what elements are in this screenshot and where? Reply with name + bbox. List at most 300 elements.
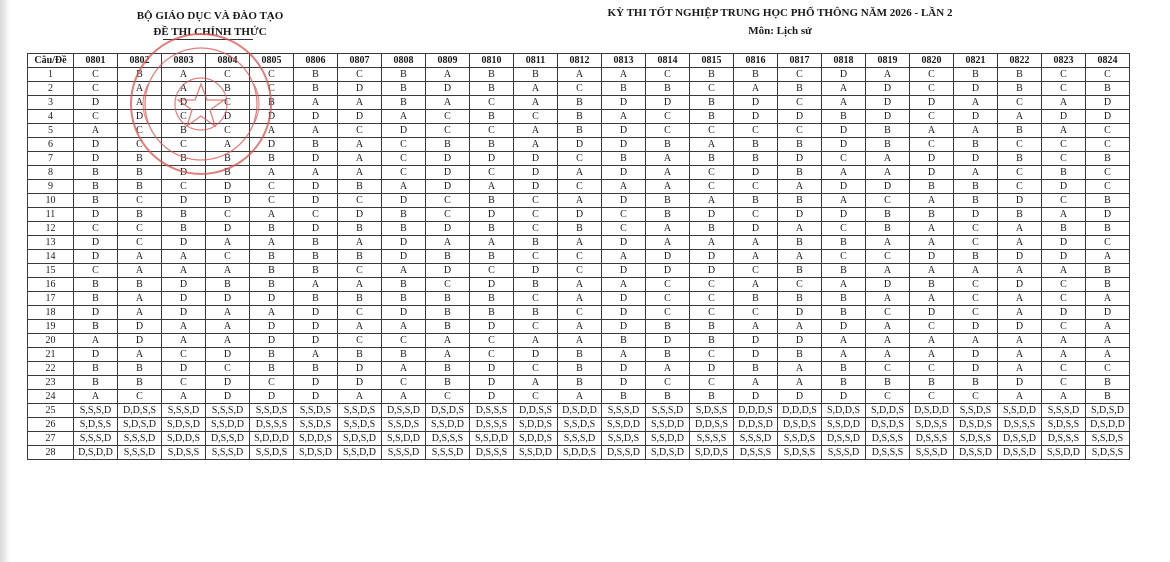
answer-cell: A: [558, 166, 602, 180]
answer-cell: D: [206, 292, 250, 306]
answer-cell: A: [866, 236, 910, 250]
exam-code-header: 0801: [74, 54, 118, 68]
table-row: [28, 418, 1130, 432]
answer-cell: B: [690, 320, 734, 334]
answer-cell: D: [118, 320, 162, 334]
answer-cell: C: [206, 68, 250, 82]
answer-cell: B: [382, 208, 426, 222]
answer-cell: C: [382, 334, 426, 348]
answer-cell: A: [558, 278, 602, 292]
answer-cell: B: [250, 250, 294, 264]
answer-cell: B: [866, 222, 910, 236]
answer-cell: B: [294, 82, 338, 96]
answer-cell: A: [118, 292, 162, 306]
answer-cell: A: [294, 348, 338, 362]
answer-cell: A: [118, 96, 162, 110]
answer-cell: C: [910, 68, 954, 82]
answer-cell: B: [646, 320, 690, 334]
answer-cell: B: [250, 278, 294, 292]
answer-cell: A: [74, 334, 118, 348]
answer-cell: A: [558, 236, 602, 250]
answer-cell: B: [558, 348, 602, 362]
answer-cell: B: [470, 250, 514, 264]
answer-cell: B: [382, 68, 426, 82]
answer-cell: B: [998, 68, 1042, 82]
answer-cell: D: [382, 250, 426, 264]
exam-code-header: 0813: [602, 54, 646, 68]
answer-cell: A: [382, 320, 426, 334]
answer-cell: A: [338, 320, 382, 334]
answer-cell: A: [1042, 348, 1086, 362]
answer-cell: D: [602, 124, 646, 138]
answer-cell: D: [294, 320, 338, 334]
answer-cell: A: [822, 96, 866, 110]
answer-cell: A: [1086, 292, 1130, 306]
answer-cell: D: [690, 208, 734, 222]
answer-cell: B: [294, 138, 338, 152]
answer-cell: S,D,D,D: [250, 432, 294, 446]
answer-cell: A: [866, 348, 910, 362]
answer-cell: S,D,D,S: [822, 404, 866, 418]
answer-cell: D: [250, 292, 294, 306]
answer-cell: D: [74, 306, 118, 320]
answer-cell: C: [74, 222, 118, 236]
answer-cell: D: [1042, 306, 1086, 320]
answer-cell: D: [602, 320, 646, 334]
table-row: [28, 96, 1130, 110]
answer-cell: S,D,S,S: [74, 418, 118, 432]
answer-cell: D: [338, 208, 382, 222]
answer-cell: D: [426, 152, 470, 166]
answer-cell: D: [866, 96, 910, 110]
table-row: [28, 152, 1130, 166]
answer-cell: A: [558, 320, 602, 334]
answer-cell: B: [118, 68, 162, 82]
table-row: [28, 362, 1130, 376]
answer-cell: A: [118, 264, 162, 278]
answer-cell: C: [382, 152, 426, 166]
answer-cell: D: [206, 376, 250, 390]
answer-cell: A: [74, 390, 118, 404]
answer-cell: B: [426, 362, 470, 376]
answer-cell: B: [338, 250, 382, 264]
answer-cell: D,S,S,S: [910, 432, 954, 446]
answer-cell: D: [866, 278, 910, 292]
table-row: [28, 334, 1130, 348]
answer-cell: S,D,S,S: [910, 418, 954, 432]
answer-cell: D: [998, 278, 1042, 292]
answer-cell: C: [1042, 194, 1086, 208]
answer-cell: C: [74, 82, 118, 96]
exam-code-header: 0812: [558, 54, 602, 68]
answer-cell: B: [294, 362, 338, 376]
answer-cell: A: [118, 306, 162, 320]
question-number: 25: [28, 404, 74, 418]
exam-code-header: 0803: [162, 54, 206, 68]
answer-cell: C: [1086, 236, 1130, 250]
answer-cell: C: [910, 138, 954, 152]
answer-cell: D: [426, 166, 470, 180]
answer-cell: C: [338, 68, 382, 82]
answer-cell: A: [206, 334, 250, 348]
answer-cell: A: [426, 96, 470, 110]
answer-cell: A: [1042, 208, 1086, 222]
answer-cell: D,S,S,S: [250, 418, 294, 432]
answer-cell: B: [514, 236, 558, 250]
answer-cell: C: [162, 376, 206, 390]
answer-cell: D,S,D,S: [954, 418, 998, 432]
question-number: 10: [28, 194, 74, 208]
answer-cell: C: [646, 306, 690, 320]
answer-cell: D: [998, 250, 1042, 264]
answer-cell: D,S,S,D: [206, 432, 250, 446]
answer-cell: A: [162, 334, 206, 348]
answer-cell: C: [822, 250, 866, 264]
answer-cell: C: [514, 194, 558, 208]
question-number: 4: [28, 110, 74, 124]
answer-cell: D: [778, 152, 822, 166]
answer-cell: D,S,D,D: [1086, 418, 1130, 432]
answer-cell: C: [646, 278, 690, 292]
answer-cell: A: [998, 362, 1042, 376]
table-row: [28, 82, 1130, 96]
answer-cell: B: [162, 208, 206, 222]
answer-cell: B: [558, 110, 602, 124]
exam-code-header: 0824: [1086, 54, 1130, 68]
answer-cell: B: [162, 124, 206, 138]
answer-cell: A: [910, 124, 954, 138]
answer-cell: D: [646, 96, 690, 110]
answer-cell: D: [778, 208, 822, 222]
answer-cell: B: [382, 222, 426, 236]
question-number: 22: [28, 362, 74, 376]
answer-cell: S,D,D,S: [558, 446, 602, 460]
answer-cell: B: [294, 250, 338, 264]
question-number: 6: [28, 138, 74, 152]
answer-cell: C: [1042, 320, 1086, 334]
answer-cell: D,S,S,S: [470, 404, 514, 418]
answer-cell: D: [1042, 180, 1086, 194]
table-row: [28, 376, 1130, 390]
answer-cell: A: [294, 278, 338, 292]
question-number: 21: [28, 348, 74, 362]
answer-cell: C: [470, 334, 514, 348]
answer-cell: D: [602, 138, 646, 152]
answer-cell: A: [382, 264, 426, 278]
answer-cell: D: [470, 320, 514, 334]
exam-code-header: 0817: [778, 54, 822, 68]
answer-cell: S,D,D,S: [162, 432, 206, 446]
answer-cell: C: [558, 250, 602, 264]
answer-cell: D,S,S,D: [998, 446, 1042, 460]
answer-cell: D: [910, 250, 954, 264]
answer-cell: D: [74, 250, 118, 264]
answer-cell: A: [558, 292, 602, 306]
answer-cell: B: [690, 152, 734, 166]
answer-cell: B: [338, 292, 382, 306]
answer-cell: D: [690, 362, 734, 376]
answer-cell: D: [426, 222, 470, 236]
answer-cell: A: [602, 250, 646, 264]
answer-cell: C: [734, 124, 778, 138]
answer-cell: A: [382, 110, 426, 124]
answer-cell: A: [822, 166, 866, 180]
answer-cell: C: [1042, 278, 1086, 292]
answer-cell: B: [338, 222, 382, 236]
answer-cell: D: [162, 292, 206, 306]
answer-cell: A: [426, 348, 470, 362]
answer-cell: C: [250, 68, 294, 82]
table-body: [28, 68, 1130, 460]
exam-code-header: 0814: [646, 54, 690, 68]
answer-cell: S,S,S,D: [734, 432, 778, 446]
answer-cell: A: [118, 82, 162, 96]
exam-code-header: 0822: [998, 54, 1042, 68]
answer-cell: D: [162, 166, 206, 180]
answer-cell: A: [998, 222, 1042, 236]
question-number: 15: [28, 264, 74, 278]
answer-cell: C: [470, 264, 514, 278]
answer-cell: D: [954, 362, 998, 376]
answer-cell: C: [426, 278, 470, 292]
answer-key-table: [27, 53, 1130, 460]
answer-cell: D: [1042, 110, 1086, 124]
answer-cell: C: [954, 278, 998, 292]
answer-cell: C: [338, 194, 382, 208]
answer-cell: C: [690, 348, 734, 362]
answer-cell: A: [118, 250, 162, 264]
answer-cell: A: [822, 82, 866, 96]
answer-cell: S,D,S,S: [1086, 446, 1130, 460]
question-number: 7: [28, 152, 74, 166]
answer-cell: C: [910, 362, 954, 376]
answer-cell: A: [514, 138, 558, 152]
answer-cell: A: [866, 68, 910, 82]
answer-cell: B: [74, 180, 118, 194]
answer-cell: C: [74, 264, 118, 278]
answer-cell: C: [118, 236, 162, 250]
answer-cell: D: [426, 82, 470, 96]
answer-cell: B: [514, 306, 558, 320]
answer-cell: B: [382, 82, 426, 96]
answer-cell: B: [250, 96, 294, 110]
answer-cell: S,S,S,D: [74, 404, 118, 418]
answer-cell: D: [338, 82, 382, 96]
answer-cell: A: [426, 236, 470, 250]
answer-cell: B: [74, 292, 118, 306]
answer-cell: S,D,S,D: [646, 446, 690, 460]
table-row: [28, 278, 1130, 292]
answer-cell: D: [250, 110, 294, 124]
answer-cell: A: [1086, 320, 1130, 334]
answer-cell: B: [382, 278, 426, 292]
answer-cell: D: [602, 292, 646, 306]
answer-cell: B: [1086, 278, 1130, 292]
answer-cell: B: [690, 390, 734, 404]
answer-cell: C: [646, 292, 690, 306]
answer-cell: C: [162, 110, 206, 124]
answer-cell: A: [294, 124, 338, 138]
answer-cell: A: [382, 180, 426, 194]
answer-cell: D: [294, 180, 338, 194]
answer-cell: D: [338, 110, 382, 124]
answer-cell: C: [734, 264, 778, 278]
answer-cell: D: [954, 82, 998, 96]
answer-cell: A: [866, 320, 910, 334]
answer-cell: D,S,S,S: [866, 446, 910, 460]
answer-cell: A: [822, 194, 866, 208]
answer-cell: D: [954, 320, 998, 334]
answer-cell: D: [162, 362, 206, 376]
answer-cell: S,S,D,D: [646, 418, 690, 432]
answer-cell: B: [118, 376, 162, 390]
answer-cell: B: [470, 138, 514, 152]
question-number: 23: [28, 376, 74, 390]
answer-cell: D: [822, 124, 866, 138]
answer-cell: A: [866, 292, 910, 306]
answer-cell: B: [74, 362, 118, 376]
answer-cell: C: [162, 180, 206, 194]
answer-cell: D: [646, 264, 690, 278]
answer-cell: B: [470, 306, 514, 320]
answer-cell: B: [998, 124, 1042, 138]
answer-cell: A: [998, 110, 1042, 124]
answer-cell: B: [734, 138, 778, 152]
answer-cell: A: [910, 236, 954, 250]
official-underline: [163, 39, 253, 40]
question-number: 18: [28, 306, 74, 320]
answer-cell: B: [778, 82, 822, 96]
answer-cell: A: [646, 362, 690, 376]
answer-cell: D: [250, 138, 294, 152]
answer-cell: D,S,S,D: [602, 446, 646, 460]
table-row: [28, 292, 1130, 306]
answer-cell: B: [1086, 390, 1130, 404]
question-number: 5: [28, 124, 74, 138]
answer-cell: D: [822, 68, 866, 82]
answer-cell: C: [250, 180, 294, 194]
answer-cell: D,D,D,S: [734, 404, 778, 418]
answer-cell: B: [778, 166, 822, 180]
question-number: 11: [28, 208, 74, 222]
answer-cell: A: [866, 166, 910, 180]
answer-cell: A: [162, 250, 206, 264]
answer-cell: D: [558, 138, 602, 152]
answer-cell: A: [74, 124, 118, 138]
answer-cell: B: [734, 194, 778, 208]
answer-cell: B: [118, 362, 162, 376]
answer-cell: D,D,S,S: [118, 404, 162, 418]
answer-cell: C: [1042, 362, 1086, 376]
answer-cell: D: [734, 334, 778, 348]
answer-cell: D: [294, 152, 338, 166]
answer-cell: C: [954, 390, 998, 404]
answer-cell: C: [1086, 180, 1130, 194]
answer-cell: D: [822, 180, 866, 194]
answer-cell: D,S,S,S: [998, 418, 1042, 432]
answer-cell: B: [734, 68, 778, 82]
answer-cell: C: [1086, 124, 1130, 138]
answer-cell: D: [822, 138, 866, 152]
answer-cell: B: [250, 264, 294, 278]
answer-cell: S,D,S,D: [162, 418, 206, 432]
answer-cell: D: [866, 82, 910, 96]
answer-cell: C: [690, 292, 734, 306]
table-row: [28, 110, 1130, 124]
answer-cell: B: [778, 194, 822, 208]
ministry-name: BỘ GIÁO DỤC VÀ ĐÀO TẠO: [136, 10, 284, 22]
answer-cell: C: [998, 96, 1042, 110]
table-row: [28, 250, 1130, 264]
answer-cell: A: [1042, 264, 1086, 278]
answer-cell: C: [382, 166, 426, 180]
answer-cell: C: [74, 68, 118, 82]
answer-cell: S,S,D,S: [954, 404, 998, 418]
answer-cell: C: [558, 306, 602, 320]
answer-cell: D,S,S,D: [382, 404, 426, 418]
answer-cell: B: [910, 208, 954, 222]
answer-cell: S,S,S,D: [74, 432, 118, 446]
answer-cell: D: [250, 320, 294, 334]
answer-cell: A: [118, 348, 162, 362]
answer-cell: D,S,S,S: [470, 446, 514, 460]
answer-cell: D: [294, 376, 338, 390]
answer-cell: A: [998, 390, 1042, 404]
answer-cell: C: [1042, 82, 1086, 96]
question-number: 14: [28, 250, 74, 264]
answer-cell: A: [426, 68, 470, 82]
answer-cell: D: [514, 264, 558, 278]
answer-cell: D: [118, 334, 162, 348]
answer-cell: A: [382, 390, 426, 404]
answer-cell: D: [734, 222, 778, 236]
answer-cell: D: [162, 236, 206, 250]
answer-cell: B: [250, 348, 294, 362]
answer-cell: A: [162, 82, 206, 96]
answer-cell: C: [778, 278, 822, 292]
answer-cell: A: [910, 264, 954, 278]
answer-cell: D: [514, 166, 558, 180]
answer-cell: A: [162, 68, 206, 82]
answer-cell: B: [382, 348, 426, 362]
answer-cell: C: [558, 180, 602, 194]
table-row: [28, 222, 1130, 236]
answer-cell: C: [426, 110, 470, 124]
answer-cell: C: [426, 390, 470, 404]
answer-cell: D: [778, 110, 822, 124]
answer-cell: S,S,S,D: [206, 446, 250, 460]
answer-cell: C: [558, 82, 602, 96]
answer-cell: D: [866, 110, 910, 124]
answer-cell: S,S,D,D: [602, 418, 646, 432]
answer-cell: D: [778, 390, 822, 404]
exam-code-header: 0804: [206, 54, 250, 68]
answer-cell: B: [426, 320, 470, 334]
table-row: [28, 194, 1130, 208]
answer-cell: S,S,D,S: [294, 404, 338, 418]
table-row: [28, 180, 1130, 194]
answer-cell: D: [514, 348, 558, 362]
exam-code-header: 0815: [690, 54, 734, 68]
answer-cell: B: [470, 82, 514, 96]
answer-cell: B: [646, 390, 690, 404]
answer-cell: B: [734, 362, 778, 376]
answer-cell: D: [602, 264, 646, 278]
answer-cell: B: [822, 264, 866, 278]
answer-cell: B: [602, 152, 646, 166]
answer-cell: A: [338, 138, 382, 152]
official-exam-label: ĐỀ THI CHÍNH THỨC: [153, 26, 267, 38]
